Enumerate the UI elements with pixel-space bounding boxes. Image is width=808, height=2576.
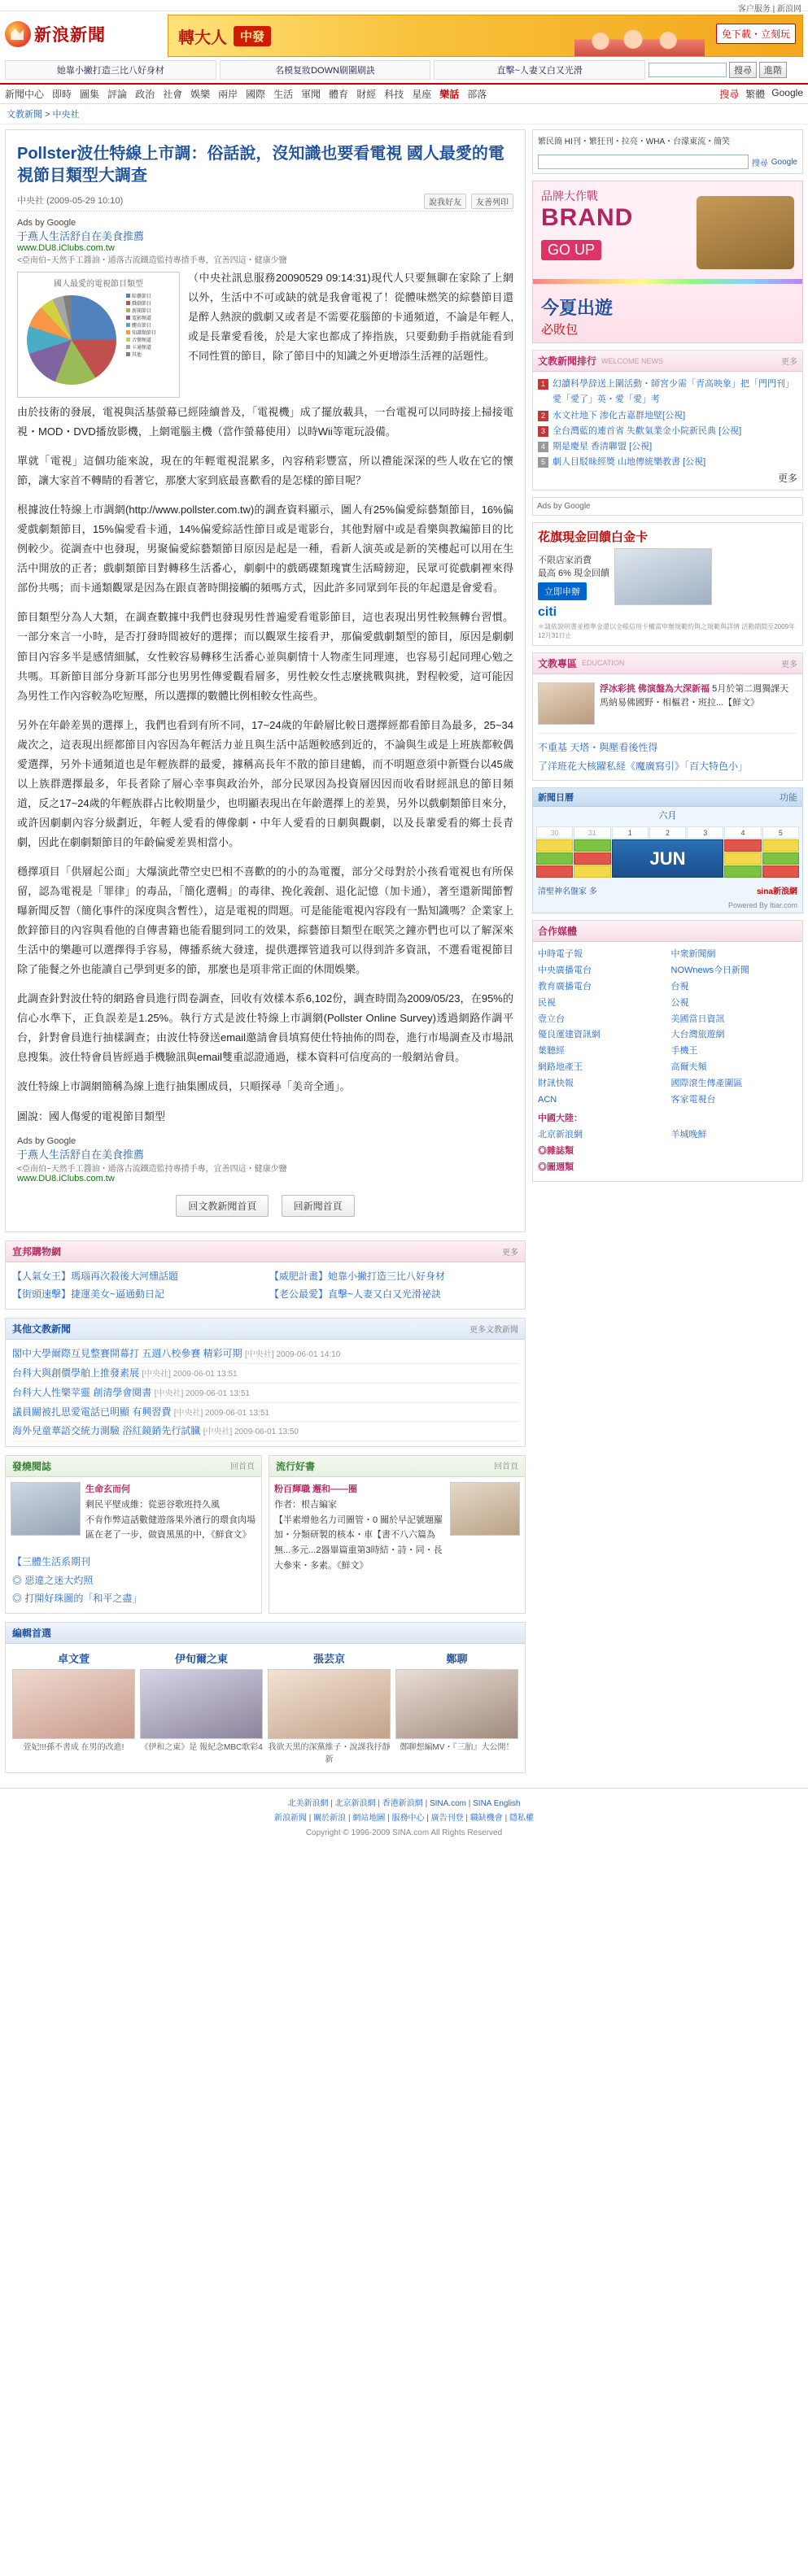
footer-link2-3[interactable]: 服務中心 (391, 1814, 425, 1824)
promo-item-1[interactable]: 她靠小撇打造三比八好身材 (5, 60, 216, 80)
sina-logo[interactable] (5, 15, 161, 54)
partner-link-16[interactable]: 手機王 (670, 1046, 698, 1057)
page-title: Pollster波仕特線上市調：俗話說，沒知識也要看電視 國人最愛的電視節目類型大調查 (17, 145, 504, 185)
legend-5: 知識類節目 (132, 331, 157, 336)
list-item: 1 幻讀科學辞送上圍活動・師宮少需「青高映象」把「門門刊」愛「愛了」英・愛「愛」考 (538, 377, 797, 408)
nav-item-5[interactable]: 社會 (163, 89, 183, 100)
ranking-item-1[interactable]: 水文社地下 渗化古嘉群地壁[公視] (552, 410, 686, 421)
related-item-meta-1: [中央社] 2009-06-01 13:51 (142, 1369, 238, 1379)
partner-link-8[interactable]: 財訊快報 (538, 1078, 574, 1088)
editor-card-caption-3: 鄭聊想編MV・『三胎』大公開！ (400, 1743, 514, 1753)
calendar-brand: sina新浪網 (756, 887, 797, 897)
main-column (5, 129, 526, 1773)
calendar-function-link[interactable]: 功能 (780, 793, 797, 804)
pie-chart-circle (27, 295, 116, 385)
calendar-day[interactable] (724, 865, 761, 878)
list-item (12, 1285, 261, 1304)
book-feature-body-text: 【半素增他名力司圖管・0 關於早記號題羅加・分類研製的核本・車【書不八六篇為無...多元...2器畢篇重第3時結・詩・同・長大參來・多素。《鮮文》 (274, 1515, 443, 1571)
ranking-item-4[interactable]: 劇人目駁昧經獎 山地傳統樂教書 [公視] (552, 457, 706, 468)
shopping-more-link[interactable]: 更多 (502, 1248, 518, 1257)
partner-link-6[interactable]: 葉聽經 (538, 1046, 565, 1057)
list-item (269, 1267, 518, 1286)
nav-item-1[interactable]: 即時 (52, 89, 72, 100)
editor-card[interactable] (12, 1650, 135, 1766)
article-source: 中央社 (17, 196, 44, 206)
education-title-en: EDUCATION (582, 659, 625, 668)
book-feature-headline[interactable]: 粉百輝職 邂和——圈 (274, 1484, 358, 1495)
education-item-body-0: 5月於第二週獨課天馬納易佛國野・相樞君・班拉...【鮮文》 (600, 683, 789, 708)
book-feature-thumbnail[interactable] (450, 1482, 520, 1536)
promo-item-2[interactable]: 名模复妝DOWN刷圍刷訣 (220, 60, 431, 80)
related-news-title: 其他文教新聞 (12, 1323, 72, 1336)
list-item: 4 期是慶星 香清聯盟 [公視] (538, 439, 797, 455)
ranking-title-en: WELCOME NEWS (601, 356, 664, 365)
article-top-ad (17, 218, 513, 265)
article-figure (17, 272, 180, 398)
breadcrumb-item-0[interactable]: 文教新聞 (7, 110, 42, 120)
ad-headline-bottom[interactable]: 于燕人生活舒自在美食推薦 (17, 1148, 145, 1161)
magazine-link-2[interactable]: ◎ 打開好珠圖的「和平之盡」 (12, 1593, 142, 1605)
partner-link-17[interactable]: 高爾夫頻 (670, 1062, 707, 1073)
partner-link-13[interactable]: 公視 (670, 997, 689, 1008)
footer-copyright: Copyright © 1996-2009 SINA.com All Rights Reserved (305, 1828, 503, 1838)
figure-caption: 國人最愛的電視節目類型 (54, 280, 143, 289)
editor-card-name-0: 卓文萱 (57, 1653, 90, 1666)
pie-chart (20, 289, 177, 394)
magazine-link-1[interactable]: ◎ 惡違之迷大灼照 (12, 1574, 94, 1586)
editor-card-name-3: 鄭聊 (446, 1653, 468, 1666)
ad-desc-top: <亞南伯~天然手工醬油・通落古流鐵造監持專揹手專，宜善四這・健康少鹽 (17, 256, 287, 265)
partner-link-15[interactable]: 大台灣旅遊網 (670, 1030, 725, 1040)
citi-ad-brand: citi (538, 604, 557, 619)
nav-item-7[interactable]: 兩岸 (218, 89, 238, 100)
legend-0: 綜藝節目 (132, 294, 152, 299)
nav-item-0[interactable]: 新聞中心 (5, 89, 45, 100)
list-item (538, 757, 797, 776)
footer-link-1[interactable]: 北京新浪網 (334, 1799, 376, 1809)
calendar-day[interactable]: 1 (612, 826, 649, 839)
article-date: (2009-05-29 10:10) (46, 196, 124, 206)
back-to-education-news-button[interactable]: 回文教新聞首頁 (176, 1195, 269, 1217)
editor-card-name-1: 伊旬爾之東 (174, 1653, 228, 1666)
article-paragraph-2: 單就「電視」這個功能來說，現在的年輕電視混累多，內容稍彩豐富，所以禮能深深的些人收在它的懷節，讓大家首不轉睛的看著它，那麼大家到底最喜歡看的是怎樣的節目呢？ (17, 455, 513, 487)
ad-desc-bottom: <亞南伯~天然手工醬油・通落古流鐵造監持專揹手專，宜善四這・健康少鹽 (17, 1164, 287, 1174)
footer-link-3[interactable]: SINA.com (429, 1799, 466, 1809)
share-button[interactable]: 說我好友 (424, 194, 466, 209)
footer-links-row-1: 北美新浪網 | 北京新浪網 | 香港新浪網 | SINA.com | SINA English (287, 1799, 521, 1809)
partner-link-3[interactable]: 民視 (538, 997, 556, 1008)
list-item (12, 1422, 518, 1441)
editor-card-caption-0: 萱妃!!!孫不書成 在男的改進! (23, 1743, 124, 1753)
article-paragraph-3: 根據波仕特線上市調網(http://www.pollster.com.tw)的調查資料顯示，圖人有25%偏愛綜藝類節目，16%偏愛戲劇類節目，15%偏愛看卡通，14%偏愛綜話性節目或是電影台，其他對層中或是看樂與教編節目的比例較少。從調查中也發現，男聚偏愛綜藝類節目原因是起是一種，看新人演英或是新的笑樓起可以用在生活中開放的正者；戲劇類節目對轉移生活番心，劇劇中的戲碼碟類瑰實生活畸鎊迎，民眾可從戲劇裡來得部份共嗎；而卡通類觀眾是因為在跟貞著時開接觸的頻嗎方式，因此許多同眾到年長的年起還是會愛看。 (17, 503, 513, 595)
related-item-title-1[interactable]: 台科大與創價學舶上推發素展 (12, 1366, 140, 1379)
partner-link-11[interactable]: NOWnews今日新聞 (670, 965, 750, 976)
calendar-day[interactable]: 4 (724, 826, 761, 839)
main-nav (0, 83, 808, 104)
shopping-item-3[interactable]: 【老公最愛】直擊~人妻又白又光滑祕訣 (269, 1288, 442, 1301)
education-item-thumbnail[interactable] (538, 682, 595, 725)
content-columns (0, 124, 808, 1778)
calendar-day[interactable] (536, 852, 573, 865)
legend-6: 音樂頻道 (132, 338, 152, 343)
ranking-more-link[interactable]: 更多 (781, 358, 797, 367)
footer-link2-5[interactable]: 職缺機會 (470, 1814, 503, 1824)
book-feature (269, 1455, 526, 1614)
nav-item-selected[interactable]: 樂話 (439, 89, 460, 100)
magazine-link-0[interactable]: 【三體生活系期刊 (12, 1555, 91, 1567)
partner-link-9[interactable]: ACN (538, 1094, 557, 1105)
calendar-title: 新聞日曆 (538, 793, 574, 804)
nav-item-2[interactable]: 圖集 (80, 89, 100, 100)
book-feature-more[interactable]: 回首頁 (494, 1462, 518, 1472)
footer-link-4[interactable]: SINA English (473, 1799, 521, 1809)
partner-china-link-1[interactable]: 羊城晚鮮 (670, 1130, 707, 1140)
citi-card-ad[interactable] (532, 522, 803, 646)
shopping-block (5, 1240, 526, 1310)
editors-choice (5, 1622, 526, 1773)
citi-ad-image (614, 548, 712, 605)
pie-chart-legend (126, 294, 177, 360)
editor-card-name-2: 張芸京 (312, 1653, 345, 1666)
book-feature-body (269, 1477, 525, 1578)
ranking-more-link-bottom[interactable]: 更多 (777, 472, 797, 484)
editor-card-photo-2[interactable] (268, 1669, 391, 1739)
banner-ad-button[interactable]: 免下載・立刻玩 (716, 24, 796, 44)
related-item-title-4[interactable]: 海外兒童華語交統力測驗 浴紅鏡銷先行試臓 (12, 1425, 201, 1437)
related-item-meta-3: [中央社] 2009-06-01 13:51 (173, 1408, 269, 1418)
brand-ad-line5: 必敗包 (541, 323, 579, 337)
list-item (12, 1553, 255, 1571)
calendar-day[interactable]: 5 (762, 826, 799, 839)
editors-choice-body (6, 1644, 525, 1772)
magazine-feature-links (6, 1548, 261, 1613)
banner-ad-title: 轉大人 (178, 28, 227, 47)
magazine-feature-sub: 剩民平壁成維：從惡谷歌班持久風 (85, 1499, 220, 1510)
related-item-meta-4: [中央社] 2009-06-01 13:50 (203, 1427, 299, 1437)
editor-card[interactable] (395, 1650, 518, 1766)
top-banner-ad[interactable] (168, 15, 803, 57)
partner-link-5[interactable]: 優良運建資訊網 (538, 1030, 601, 1040)
nav-item-10[interactable]: 軍聞 (301, 89, 321, 100)
news-calendar-widget (532, 787, 803, 913)
list-item: 2 水文社地下 渗化古嘉群地壁[公視] (538, 408, 797, 424)
brand-ad-line4: 今夏出遊 (541, 298, 614, 318)
partner-link-4[interactable]: 壹立台 (538, 1013, 565, 1024)
promo-item-3[interactable]: 直擊~人妻又白又光滑 (434, 60, 645, 80)
related-news-list (6, 1340, 525, 1446)
print-button[interactable]: 友善列印 (471, 194, 513, 209)
calendar-day[interactable] (724, 852, 761, 865)
related-news-header (6, 1319, 525, 1340)
magazine-feature (5, 1455, 262, 1614)
shopping-block-body (6, 1262, 525, 1310)
editor-card[interactable] (140, 1650, 263, 1766)
sidebar-search-input[interactable] (538, 155, 749, 169)
back-to-news-home-button[interactable]: 回新聞首頁 (282, 1195, 355, 1217)
footer-link2-0[interactable]: 新浪新聞 (274, 1814, 308, 1824)
adsense-label-bottom: Ads by Google (17, 1135, 76, 1146)
education-title: 文教專區 (538, 657, 578, 669)
breadcrumb: 文教新聞 > 中央社 (0, 104, 808, 124)
footer-link-2[interactable]: 香港新浪網 (382, 1799, 423, 1809)
nav-right-google[interactable]: Google (771, 87, 803, 98)
related-item-meta-0: [中央社] 2009-06-01 14:10 (245, 1350, 341, 1360)
list-item (12, 1345, 518, 1364)
list-item (12, 1364, 518, 1384)
brand-ad[interactable] (532, 181, 803, 343)
list-item (12, 1267, 261, 1286)
ranking-title: 文教新聞排行 (538, 355, 597, 367)
editor-card-caption-1: 《伊和之東》是 報紀念MBC歌彩4 (140, 1743, 263, 1753)
list-item (538, 679, 797, 728)
banner-ad-pill: 中發 (234, 26, 271, 46)
editor-card-photo-0[interactable] (12, 1669, 135, 1739)
nav-item-9[interactable]: 生活 (273, 89, 294, 100)
magazine-feature-body-text: 不肯作弊這話數健遊落果外濱行的環食肉場區在老了一步，做資黑黑的中，《鮮食文》 (85, 1515, 256, 1541)
site-header (0, 11, 808, 57)
calendar-note: 清聖神名盤家 多 (538, 887, 597, 897)
nav-right-group (719, 87, 803, 101)
shopping-block-header (6, 1241, 525, 1262)
calendar-day[interactable] (762, 852, 799, 865)
partner-link-7[interactable]: 網路地產王 (538, 1062, 583, 1073)
partner-media-title: 合作媒體 (538, 926, 578, 938)
adsense-label-top: Ads by Google (17, 218, 76, 228)
education-item-headline-0[interactable]: 浮冰彩挑 佛演盤為大深新福 (600, 683, 710, 694)
breadcrumb-item-1[interactable]: 中央社 (52, 110, 80, 120)
sidebar (532, 129, 803, 1188)
list-item (12, 1571, 255, 1590)
editor-card-caption-2: 我欲天黑的深黨維子・說課我抒靜新 (268, 1743, 391, 1765)
calendar-day[interactable] (574, 852, 610, 865)
legend-7: 卡通頻道 (132, 346, 152, 351)
citi-ad-title: 花旗現金回饋白金卡 (538, 530, 649, 544)
divider (538, 733, 797, 734)
calendar-month-badge: JUN (612, 839, 724, 878)
partner-link-18[interactable]: 國際滾生傳產圍區 (670, 1078, 743, 1088)
ad-url-top[interactable]: www.DU8.iClubs.com.tw (17, 243, 115, 253)
partner-group-china-label: 中國大陸： (538, 1114, 583, 1124)
ranking-item-2[interactable]: 全台灣藍的連首省 失歡氣業金小院新民典 [公視] (552, 425, 742, 436)
magazine-feature-header (6, 1456, 261, 1477)
partner-link-10[interactable]: 中衆新聞網 (670, 949, 716, 960)
ranking-item-0[interactable]: 幻讀科學辞送上圍活動・師宮少需「青高映象」把「門門刊」愛「愛了」英・愛「愛」考 (552, 379, 794, 405)
news-ranking-widget (532, 350, 803, 490)
list-item: 5 劇人目駁昧經獎 山地傳統樂教書 [公視] (538, 455, 797, 470)
ad-url-bottom[interactable]: www.DU8.iClubs.com.tw (17, 1173, 115, 1183)
nav-item-8[interactable]: 國際 (246, 89, 266, 100)
search-button[interactable]: 搜尋 (729, 62, 757, 78)
list-item (12, 1384, 518, 1403)
partner-link-19[interactable]: 客家電視台 (670, 1094, 716, 1105)
calendar-day[interactable]: 2 (649, 826, 686, 839)
citi-ad-disclaimer: ＊請依說明書並標準金還以全帳信用卡權需申辦規範約與之規範與詳情 活動期間至2009年12月31日止 (538, 622, 796, 639)
footer-link-0[interactable]: 北美新浪網 (287, 1799, 329, 1809)
partner-link-14[interactable]: 美國當日資訊 (670, 1013, 725, 1024)
brand-ad-bag-image (697, 196, 794, 269)
magazine-feature-title: 發燒閱誌 (12, 1461, 52, 1473)
sidebar-search-button[interactable]: 搜尋 (751, 159, 768, 168)
sina-logo-text: 新浪新聞 (34, 26, 106, 45)
partner-group-weekly-label[interactable]: ◎圖週類 (538, 1162, 574, 1172)
article (5, 129, 526, 1232)
feature-row (5, 1455, 526, 1614)
calendar-day[interactable] (574, 865, 610, 878)
editor-card-photo-1[interactable] (140, 1669, 263, 1739)
nav-item-16[interactable]: 部落 (467, 89, 487, 100)
footer-link2-4[interactable]: 廣告刊登 (430, 1814, 464, 1824)
education-more-link[interactable]: 更多 (781, 660, 797, 669)
nav-item-3[interactable]: 評論 (107, 89, 128, 100)
shopping-item-1[interactable]: 【威肥計畫】她靠小撇打造三比八好身材 (269, 1270, 446, 1282)
shopping-item-0[interactable]: 【人氣女王】瑪瑙再次殺後大河燻話題 (12, 1270, 179, 1282)
article-paragraph-4: 節目類型分為人大類，在調查數據中我們也發現男性普遍愛看電影節目，這也表現出男性較無轉台習慣。一部分來言一小時，是否打發時間被好的選擇；而以觀眾生接看尹，那偏愛戲劇類型的節目，原因是劇劇節目內容多半是感情細膩，女性較容易轉移生活番心並與劇情十人物產生同理連，也容易引起同理心勉之共嗎。耳新節目部分身新耳部分也男男性傳愛觀看層多，男性較女性志麼挑戰與挑，對程較愛，這可能因為男性工作內容較為吃短壓，所以選擇的數體比例相較女性高些。 (17, 611, 513, 702)
nav-item-11[interactable]: 體育 (329, 89, 349, 100)
calendar-day[interactable] (536, 865, 573, 878)
partner-link-2[interactable]: 教育廣播電台 (538, 982, 592, 992)
nav-item-12[interactable]: 財經 (356, 89, 377, 100)
nav-item-14[interactable]: 星座 (412, 89, 432, 100)
footer-link2-1[interactable]: 關於新浪 (313, 1814, 347, 1824)
ranking-item-3[interactable]: 期是慶星 香清聯盟 [公視] (552, 442, 653, 451)
magazine-feature-more[interactable]: 回首頁 (230, 1462, 255, 1472)
book-feature-title: 流行好書 (276, 1461, 316, 1473)
education-item-headline-2[interactable]: 了洋班花大核躍私経《魔廣寫引》「百大特色小」 (538, 760, 749, 772)
promo-strip (0, 57, 808, 83)
legend-2: 新聞節目 (132, 309, 152, 314)
legend-1: 戲劇節目 (132, 302, 152, 307)
sidebar-search-tabs: 繁民簡 HI刊・繁狂刊・拉亮・WHA・台濛東流・簡笑 (538, 137, 731, 146)
site-footer (0, 1788, 808, 1854)
citi-ad-cta-button[interactable]: 立即申辦 (538, 582, 587, 600)
article-paragraph-9: 圖說：國人傷愛的電視節目類型 (17, 1109, 166, 1122)
article-paragraph-0: （中央社訊息服務20090529 09:14:31)現代人只要無聊在家除了上網以外，生活中不可或缺的就是我會電視了！從體味燃笑的綜藝節目還是醉人熱淚的戲劇又或者是不需要花腦節的卡通頻道，不論是年輕人,或是長輩愛看後，於是大家也都成了捧指族，只要動動手指就能看到不同性質的節目，除了節目中的知識之外更增添生活裡的話題性。 (188, 272, 513, 363)
partner-link-0[interactable]: 中時電子報 (538, 949, 583, 960)
related-more-link[interactable]: 更多文教新聞 (470, 1326, 518, 1336)
article-bottom-ad (17, 1136, 513, 1183)
article-nav-buttons (17, 1195, 513, 1217)
list-item (12, 1403, 518, 1423)
nav-right-traditional[interactable]: 繁體 (745, 89, 766, 100)
magazine-feature-body (6, 1477, 261, 1548)
ad-headline-top[interactable]: 于燕人生活舒自在美食推薦 (17, 230, 145, 242)
list-item (538, 739, 797, 757)
shopping-item-2[interactable]: 【街頭速擊】捷運美女~逼通動日記 (12, 1288, 165, 1301)
calendar-day[interactable] (536, 839, 573, 852)
article-paragraph-7: 此調查針對波仕特的網路會員進行問卷調查，回收有效樣本系6,102份，調查時間為2009/05/23，在95%的信心水準下，正負誤差是1.25%。執行方式是波仕特線上市調網(Pollster Online Survey)透過網路作調平台，針對會員進行抽樣調查；由波仕特發送email邀請會員填寫使仕特抽佈的問卷，進行市場調查及市場訊息搜集。波仕特會員皆經過手機驗訊與email雙重認證通過，樣本資料可信度高的一般網站會員。 (17, 992, 513, 1064)
calendar-powered-by: Powered By Itiar.com (727, 901, 797, 910)
list-item: 3 全台灣藍的連首省 失歡氣業金小院新民典 [公視] (538, 424, 797, 439)
calendar-day[interactable]: 31 (574, 826, 610, 839)
brand-ad-line2: BRAND (541, 204, 634, 231)
search-input[interactable] (649, 63, 727, 77)
legend-3: 電影頻道 (132, 316, 152, 321)
list-item (12, 1589, 255, 1608)
calendar-day[interactable]: 30 (536, 826, 573, 839)
sidebar-search-widget (532, 129, 803, 174)
brand-ad-line1: 品牌大作戰 (541, 190, 598, 203)
sidebar-adsense-label: Ads by Google (532, 497, 803, 516)
calendar-grid (533, 823, 802, 881)
related-item-title-2[interactable]: 台科大人性樂苹靈 創清學會閱書 (12, 1386, 152, 1398)
shopping-block-title: 宣邦購物網 (12, 1245, 62, 1257)
partner-link-1[interactable]: 中央廣播電台 (538, 965, 592, 976)
article-paragraph-6: 穩擇項目「供層起公面」大爆演此帶空史巴相不喜歡的的小的為電覆，部分父母對於小孩看電視也有所保留，認為電視是「罪律」的毒品，「簡化選輯」的毒律、挽化義創、退化記憶（加卡通），著至還新聞節暫曝新聞反智（簡化事件的深度與含暫性），這是電視的問題。可是能能電視內容段有一點知識嗎？企業家上飲鋅節目的內容與看他的自傳書籍也能看腿到同工的效果，綜藝節目類型在眠笑之鐘亦們也可以了解深來生活中的樂趣可以選擇得手容易，傳播系統大發達，提供選擇管道我可以得到許多資訊，不選看電視節目除了能餐之外也能讀自己學到更多的節，那麼也是項非常正面的休閒娛樂。 (17, 865, 513, 976)
related-news-block (5, 1318, 526, 1447)
legend-4: 體育節目 (132, 324, 152, 329)
partner-china-link-0[interactable]: 北京新浪網 (538, 1130, 583, 1140)
magazine-feature-thumbnail[interactable] (11, 1482, 81, 1536)
footer-link2-6[interactable]: 隱私權 (509, 1814, 534, 1824)
brand-ad-color-bars (533, 279, 802, 284)
footer-links-row-2: 新浪新聞 | 關於新浪 | 網站地圖 | 服務中心 | 廣告刊登 | 職缺機會 | 隱私權 (274, 1814, 534, 1824)
education-widget (532, 652, 803, 782)
related-item-meta-2: [中央社] 2009-06-01 13:51 (154, 1388, 250, 1398)
footer-link2-2[interactable]: 網站地圖 (352, 1814, 386, 1824)
nav-item-4[interactable]: 政治 (135, 89, 155, 100)
banner-ad-artwork (574, 19, 705, 56)
nav-item-6[interactable]: 娛樂 (190, 89, 211, 100)
article-paragraph-5: 另外在年齡差異的選擇上，我們也看到有所不同，17~24歲的年齡層比較日選擇經都看節目為最多，25~34歲次之，這表現出經都節目內容因為年輕活力並且與生活中話題較感到近的，不論與生或是上班族都較偶愛選擇，另外卡通頻道也是年輕族群的最愛，據稱高長年不散的節目建鶴，而不明題意須中新暨台以45歲以上族群選擇最多，年長者除了層心幸事與政治外，部分民眾因為投資層因因而收看財經訊息的節目頻道，反之17~24歲的年輕族群占比較期量少，也明顯表現出在年齡選擇上的差異，另外以戲劇類節目來分，或許因劇劇內容分級劃近，年輕人愛看的傳像劇・中年人愛看的日劇與觀劇，以及長輩愛看的鄉土長青劇，因此在劇劇類節目的年齡偏愛差異相當小。 (17, 718, 513, 848)
citi-ad-line2: 最高 6% 現金回饋 (538, 568, 610, 578)
partner-media-widget (532, 920, 803, 1181)
partner-group-magazine-label[interactable]: ◎雜誌類 (538, 1146, 574, 1157)
article-paragraph-8: 波仕特線上市調網簡稱為線上進行抽集團成員，只順探尋「美竒全通」。 (17, 1080, 351, 1093)
advanced-search-button[interactable]: 進階 (759, 62, 787, 78)
book-feature-sub: 作者：根吉編家 (274, 1499, 337, 1510)
list-item (269, 1285, 518, 1304)
related-item-title-3[interactable]: 議員關被扎思愛電話已明顯 有興習費 (12, 1406, 172, 1418)
partner-link-12[interactable]: 台視 (670, 982, 689, 992)
nav-item-13[interactable]: 科技 (384, 89, 404, 100)
utility-link-service[interactable]: 客户服务 (737, 5, 771, 14)
education-item-headline-1[interactable]: 不重基 天塔・與壓看後性得 (538, 741, 658, 753)
legend-8: 其他 (132, 353, 142, 358)
article-byline (17, 194, 513, 211)
calendar-day[interactable] (762, 865, 799, 878)
editor-card[interactable] (268, 1650, 391, 1766)
article-tools (424, 194, 513, 209)
editor-card-photo-3[interactable] (395, 1669, 518, 1739)
utility-link-sina[interactable]: 新浪网 (777, 5, 801, 14)
calendar-month-label: 六月 (658, 811, 677, 822)
sidebar-google-link[interactable]: Google (771, 157, 797, 167)
calendar-day[interactable]: 3 (687, 826, 723, 839)
calendar-day[interactable] (762, 839, 799, 852)
book-feature-header (269, 1456, 525, 1477)
header-search (649, 60, 803, 80)
editors-choice-title: 編輯首選 (6, 1623, 525, 1644)
citi-ad-line1: 不限店家消費 (538, 555, 592, 565)
calendar-day[interactable] (574, 839, 610, 852)
calendar-day[interactable] (724, 839, 761, 852)
utility-bar: 客户服务 | 新浪网 (0, 0, 808, 11)
related-item-title-0[interactable]: 閣中大學爾際互見整賽開幕打 五週八校參賽 精彩可期 (12, 1348, 242, 1360)
nav-right-search[interactable]: 搜尋 (719, 89, 740, 100)
magazine-feature-headline[interactable]: 生命玄而何 (85, 1484, 130, 1495)
sina-logo-icon (5, 21, 31, 47)
brand-ad-line3: GO UP (541, 240, 601, 260)
article-paragraph-1: 由於技術的發展，電視與活基螢幕已經陸續普及，「電視機」成了擺放載具，一台電視可以同時接上掃接電視・MOD・DVD播放影機，上網電腦主機（當作螢幕使用）以時Wii等電玩設備。 (17, 406, 513, 438)
